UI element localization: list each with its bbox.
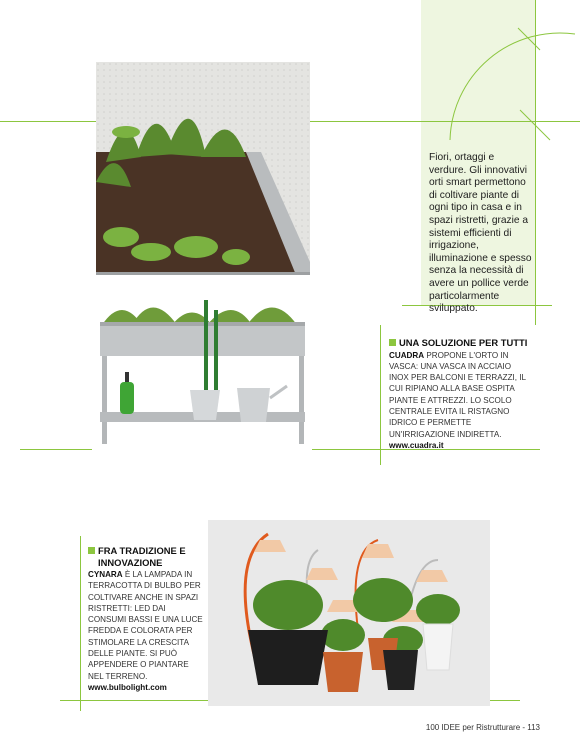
page-footer: 100 IDEE per Ristrutturare - 113 xyxy=(425,723,540,732)
green-square-icon xyxy=(88,547,95,554)
caption-cynara xyxy=(88,545,204,692)
divider-line xyxy=(0,121,96,122)
cynara-lamps-photo xyxy=(208,520,490,706)
caption-body: CYNARA È LA LAMPADA IN TERRACOTTA DI BULBO PER COLTIVARE ANCHE IN SPAZI RISTRETTI: LED DAI CONSUMI BASSI E UNA LUCE FREDDA E COLORATA PER STIMOLARE LA CRESCITA DELLE PIANTE. SI PUÒ APPENDERE O PIANTARE NEL TERRENO. xyxy=(88,570,203,681)
steel-planter-photo xyxy=(92,290,312,450)
divider-line xyxy=(80,536,81,711)
caption-url[interactable]: www.cuadra.it xyxy=(389,440,444,450)
caption-title: FRA TRADIZIONE E INNOVAZIONE xyxy=(88,545,204,568)
planter-closeup-photo xyxy=(96,62,310,275)
green-square-icon xyxy=(389,339,396,346)
caption-title: UNA SOLUZIONE PER TUTTI xyxy=(389,337,529,349)
caption-body: CUADRA PROPONE L'ORTO IN VASCA: UNA VASCA IN ACCIAIO INOX PER BALCONI E TERRAZZI, IL CUI RIPIANO ALLA BASE OSPITA PIANTE E ATTREZZI. LO SCOLO CENTRALE EVITA IL RISTAGNO IDRICO E PERMETTE UN'IRRIGAZIONE INDIRETTA. xyxy=(389,350,526,439)
caption-cuadra xyxy=(389,337,529,450)
caption-url[interactable]: www.bulbolight.com xyxy=(88,682,167,692)
decorative-arc xyxy=(440,20,580,160)
divider-line xyxy=(380,325,381,465)
intro-text: Fiori, ortaggi e verdure. Gli innovativi orti smart permettono di coltivare piante di ogni tipo in casa e in spazi ristretti, grazie a sistemi efficienti di irrigazione, illuminazione e spesso senza la necessità di avere un pollice verde particolarmente sviluppato. xyxy=(429,152,532,315)
